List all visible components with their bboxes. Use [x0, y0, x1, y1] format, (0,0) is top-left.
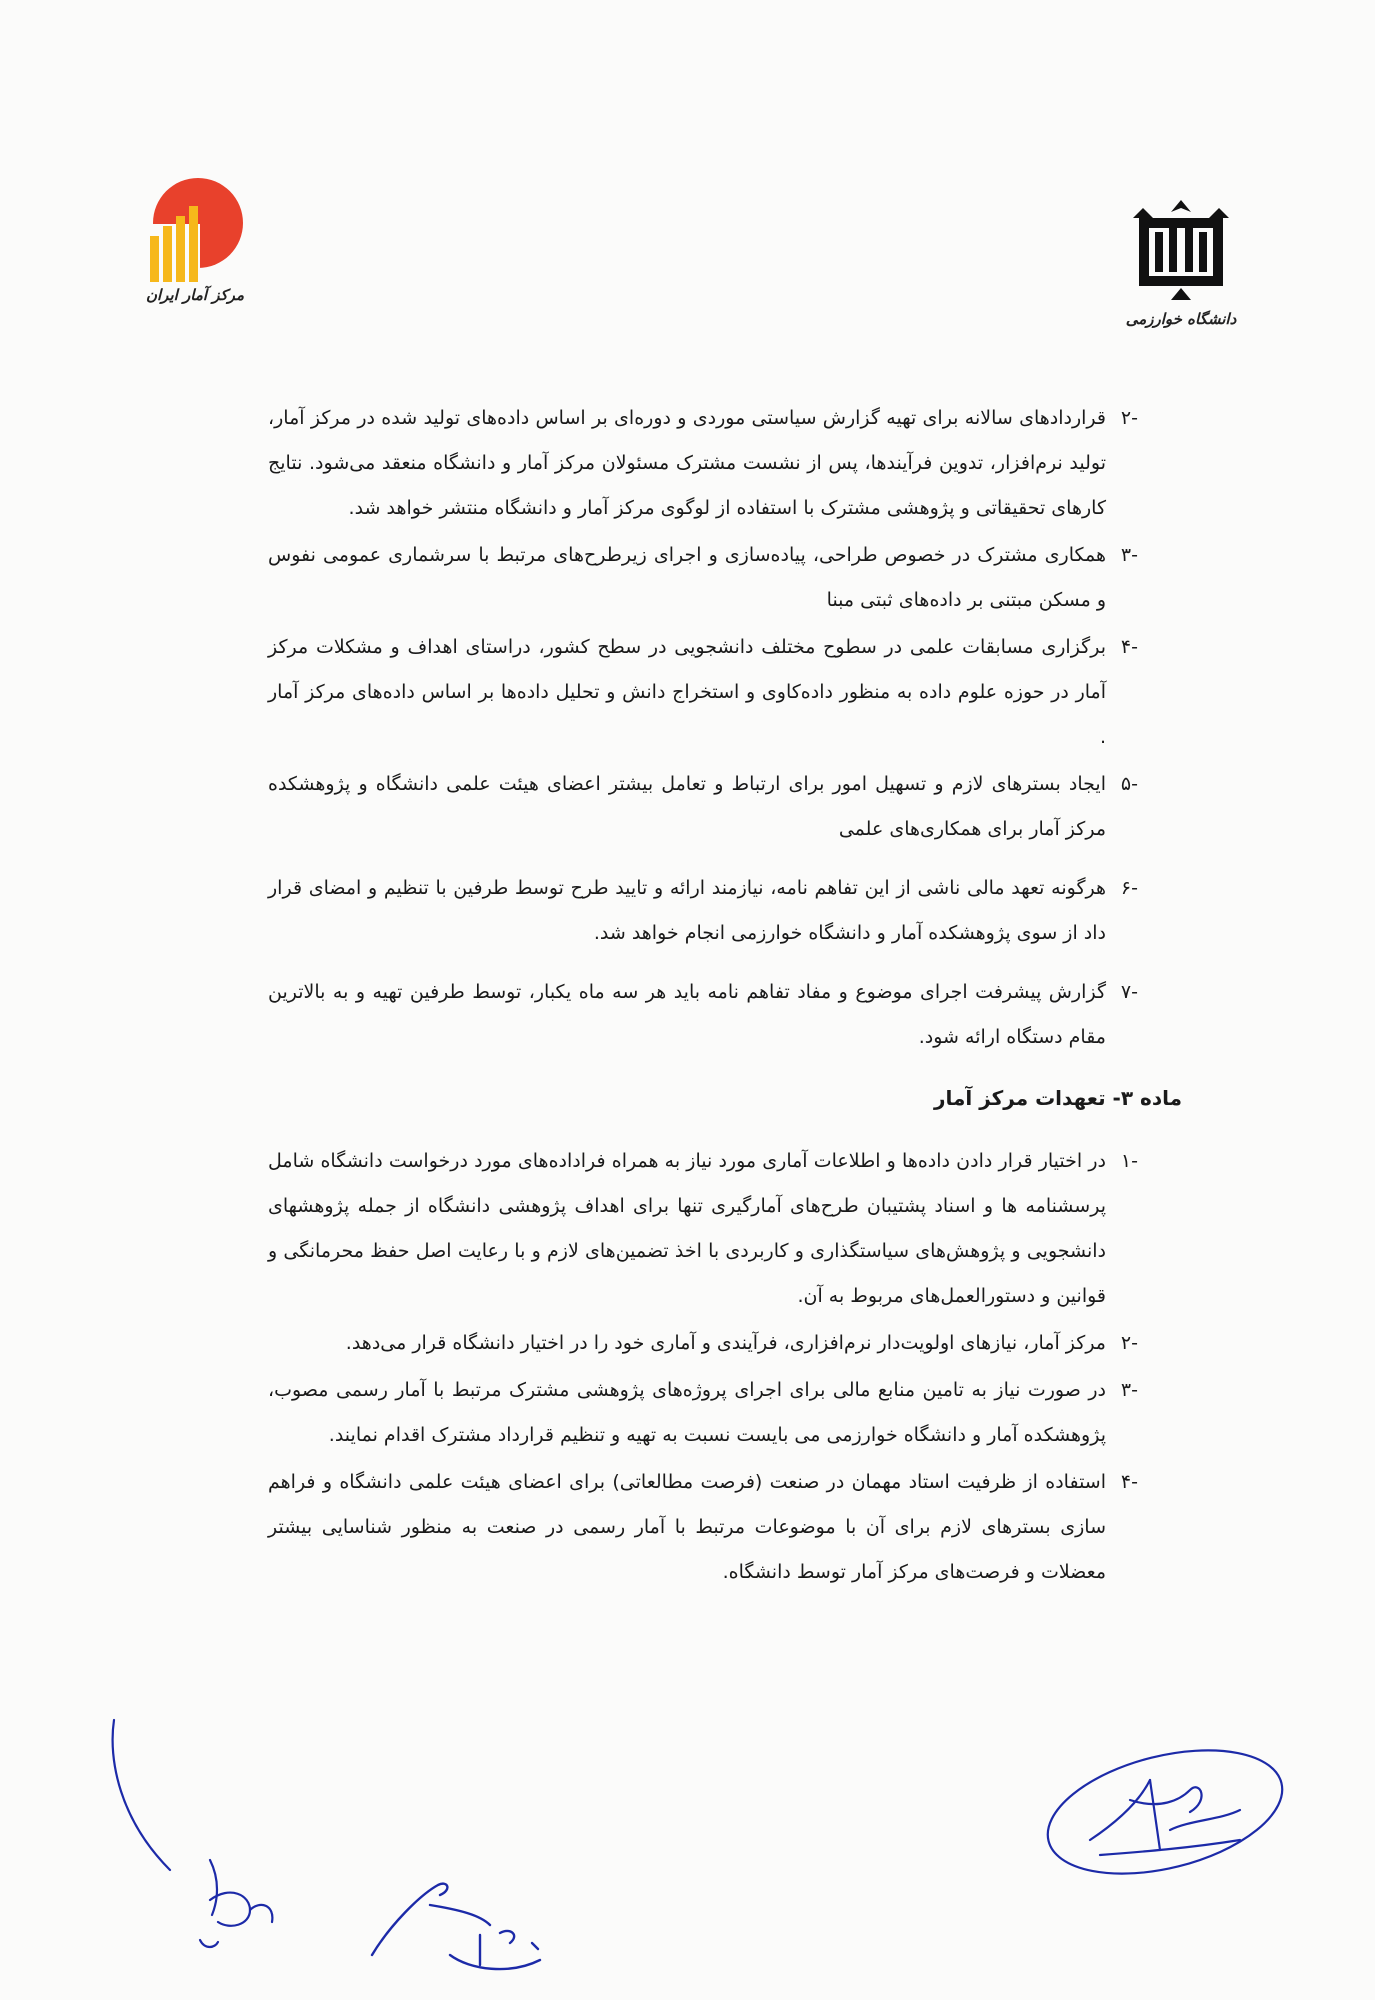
- kharazmi-university-logo-text: دانشگاه خوارزمی: [1125, 310, 1237, 328]
- clause-text: برگزاری مسابقات علمی در سطوح مختلف دانشجویی در سطح کشور، دراستای اهداف و مشکلات مرکز آمار در حوزه علوم داده به منظور داده‌کاوی و استخراج دانش و تحلیل داده‌ها بر اساس داده‌های مرکز آمار .: [268, 636, 1106, 748]
- clause-number: -۳: [1120, 544, 1138, 566]
- clause-number: -۴: [1120, 636, 1138, 658]
- clause-item: [268, 1321, 1138, 1366]
- handwritten-signature-left: [100, 1710, 300, 1970]
- handwritten-signature-right: [1040, 1740, 1290, 1890]
- clause-item: [268, 970, 1138, 1060]
- clause-text: در اختیار قرار دادن داده‌ها و اطلاعات آماری مورد نیاز به همراه فراداده‌های مورد درخواست دانشگاه شامل پرسشنامه ها و اسناد پشتیبان طرح‌های آمارگیری تنها برای اهداف پژوهشی دانشگاه از جمله پژوهشهای دانشجویی و پژوهش‌های سیاستگذاری و کاربردی با اخذ تضمین‌های لازم و با رعایت اصل حفظ محرمانگی و قوانین و دستورالعمل‌های مربوط به آن.: [268, 1150, 1106, 1307]
- clause-item: [268, 762, 1138, 852]
- statistical-centre-logo: [140, 178, 260, 328]
- clause-text: ایجاد بسترهای لازم و تسهیل امور برای ارتباط و تعامل بیشتر اعضای هیئت علمی دانشگاه و پژوهشکده مرکز آمار برای همکاری‌های علمی: [268, 773, 1106, 840]
- clause-number: -۱: [1120, 1150, 1138, 1172]
- clause-text: استفاده از ظرفیت استاد مهمان در صنعت (فرصت مطالعاتی) برای اعضای هیئت علمی دانشگاه و فراهم سازی بسترهای لازم برای آن با موضوعات مرتبط با آمار رسمی در صنعت به منظور شناسایی بیشتر معضلات و فرصت‌های مرکز آمار توسط دانشگاه.: [268, 1471, 1106, 1583]
- clause-number: -۲: [1120, 407, 1138, 429]
- clause-item: [268, 625, 1138, 760]
- section-heading: ماده ۳- تعهدات مرکز آمار: [933, 1086, 1182, 1110]
- clause-number: -۴: [1120, 1471, 1138, 1493]
- sun-bars-icon: [140, 178, 260, 288]
- clause-item: [268, 1139, 1138, 1319]
- clause-item: [268, 1460, 1138, 1595]
- clause-text: در صورت نیاز به تامین منابع مالی برای اجرای پروژه‌های پژوهشی مشترک مرتبط با آمار رسمی مصوب، پژوهشکده آمار و دانشگاه خوارزمی می بایست نسبت به تهیه و تنظیم قرارداد مشترک اقدام نمایند.: [268, 1379, 1106, 1446]
- university-emblem-icon: [1125, 196, 1237, 308]
- clause-number: -۳: [1120, 1379, 1138, 1401]
- handwritten-signature-center: [360, 1865, 560, 1990]
- clause-text: قراردادهای سالانه برای تهیه گزارش سیاستی موردی و دوره‌ای بر اساس داده‌های تولید شده در مرکز آمار، تولید نرم‌افزار، تدوین فرآیندها، پس از نشست مشترک مسئولان مرکز آمار و دانشگاه منعقد می‌شود. نتایج کارهای تحقیقاتی و پژوهشی مشترک با استفاده از لوگوی مرکز آمار و دانشگاه منتشر خواهد شد.: [268, 407, 1106, 519]
- clause-number: -۶: [1120, 877, 1138, 899]
- clause-text: مرکز آمار، نیازهای اولویت‌دار نرم‌افزاری، فرآیندی و آماری خود را در اختیار دانشگاه قرار می‌دهد.: [345, 1332, 1106, 1354]
- clause-item: [268, 396, 1138, 531]
- clause-text: هرگونه تعهد مالی ناشی از این تفاهم نامه، نیازمند ارائه و تایید طرح توسط طرفین با تنظیم و امضای قرار داد از سوی پژوهشکده آمار و دانشگاه خوارزمی انجام خواهد شد.: [268, 877, 1106, 944]
- document-body: [268, 396, 1182, 1597]
- statistical-centre-logo-text: مرکز آمار ایران: [146, 286, 244, 304]
- clause-item: [268, 1368, 1138, 1458]
- clause-item: [268, 533, 1138, 623]
- clause-text: همکاری مشترک در خصوص طراحی، پیاده‌سازی و اجرای زیرطرح‌های مرتبط با سرشماری عمومی نفوس و مسکن مبتنی بر داده‌های ثبتی مبنا: [268, 544, 1106, 611]
- clause-number: -۷: [1120, 981, 1138, 1003]
- clause-item: [268, 866, 1138, 956]
- clause-number: -۵: [1120, 773, 1138, 795]
- kharazmi-university-logo: [1125, 196, 1237, 346]
- clause-number: -۲: [1120, 1332, 1138, 1354]
- clause-text: گزارش پیشرفت اجرای موضوع و مفاد تفاهم نامه باید هر سه ماه یکبار، توسط طرفین تهیه و به بالاترین مقام دستگاه ارائه شود.: [268, 981, 1106, 1048]
